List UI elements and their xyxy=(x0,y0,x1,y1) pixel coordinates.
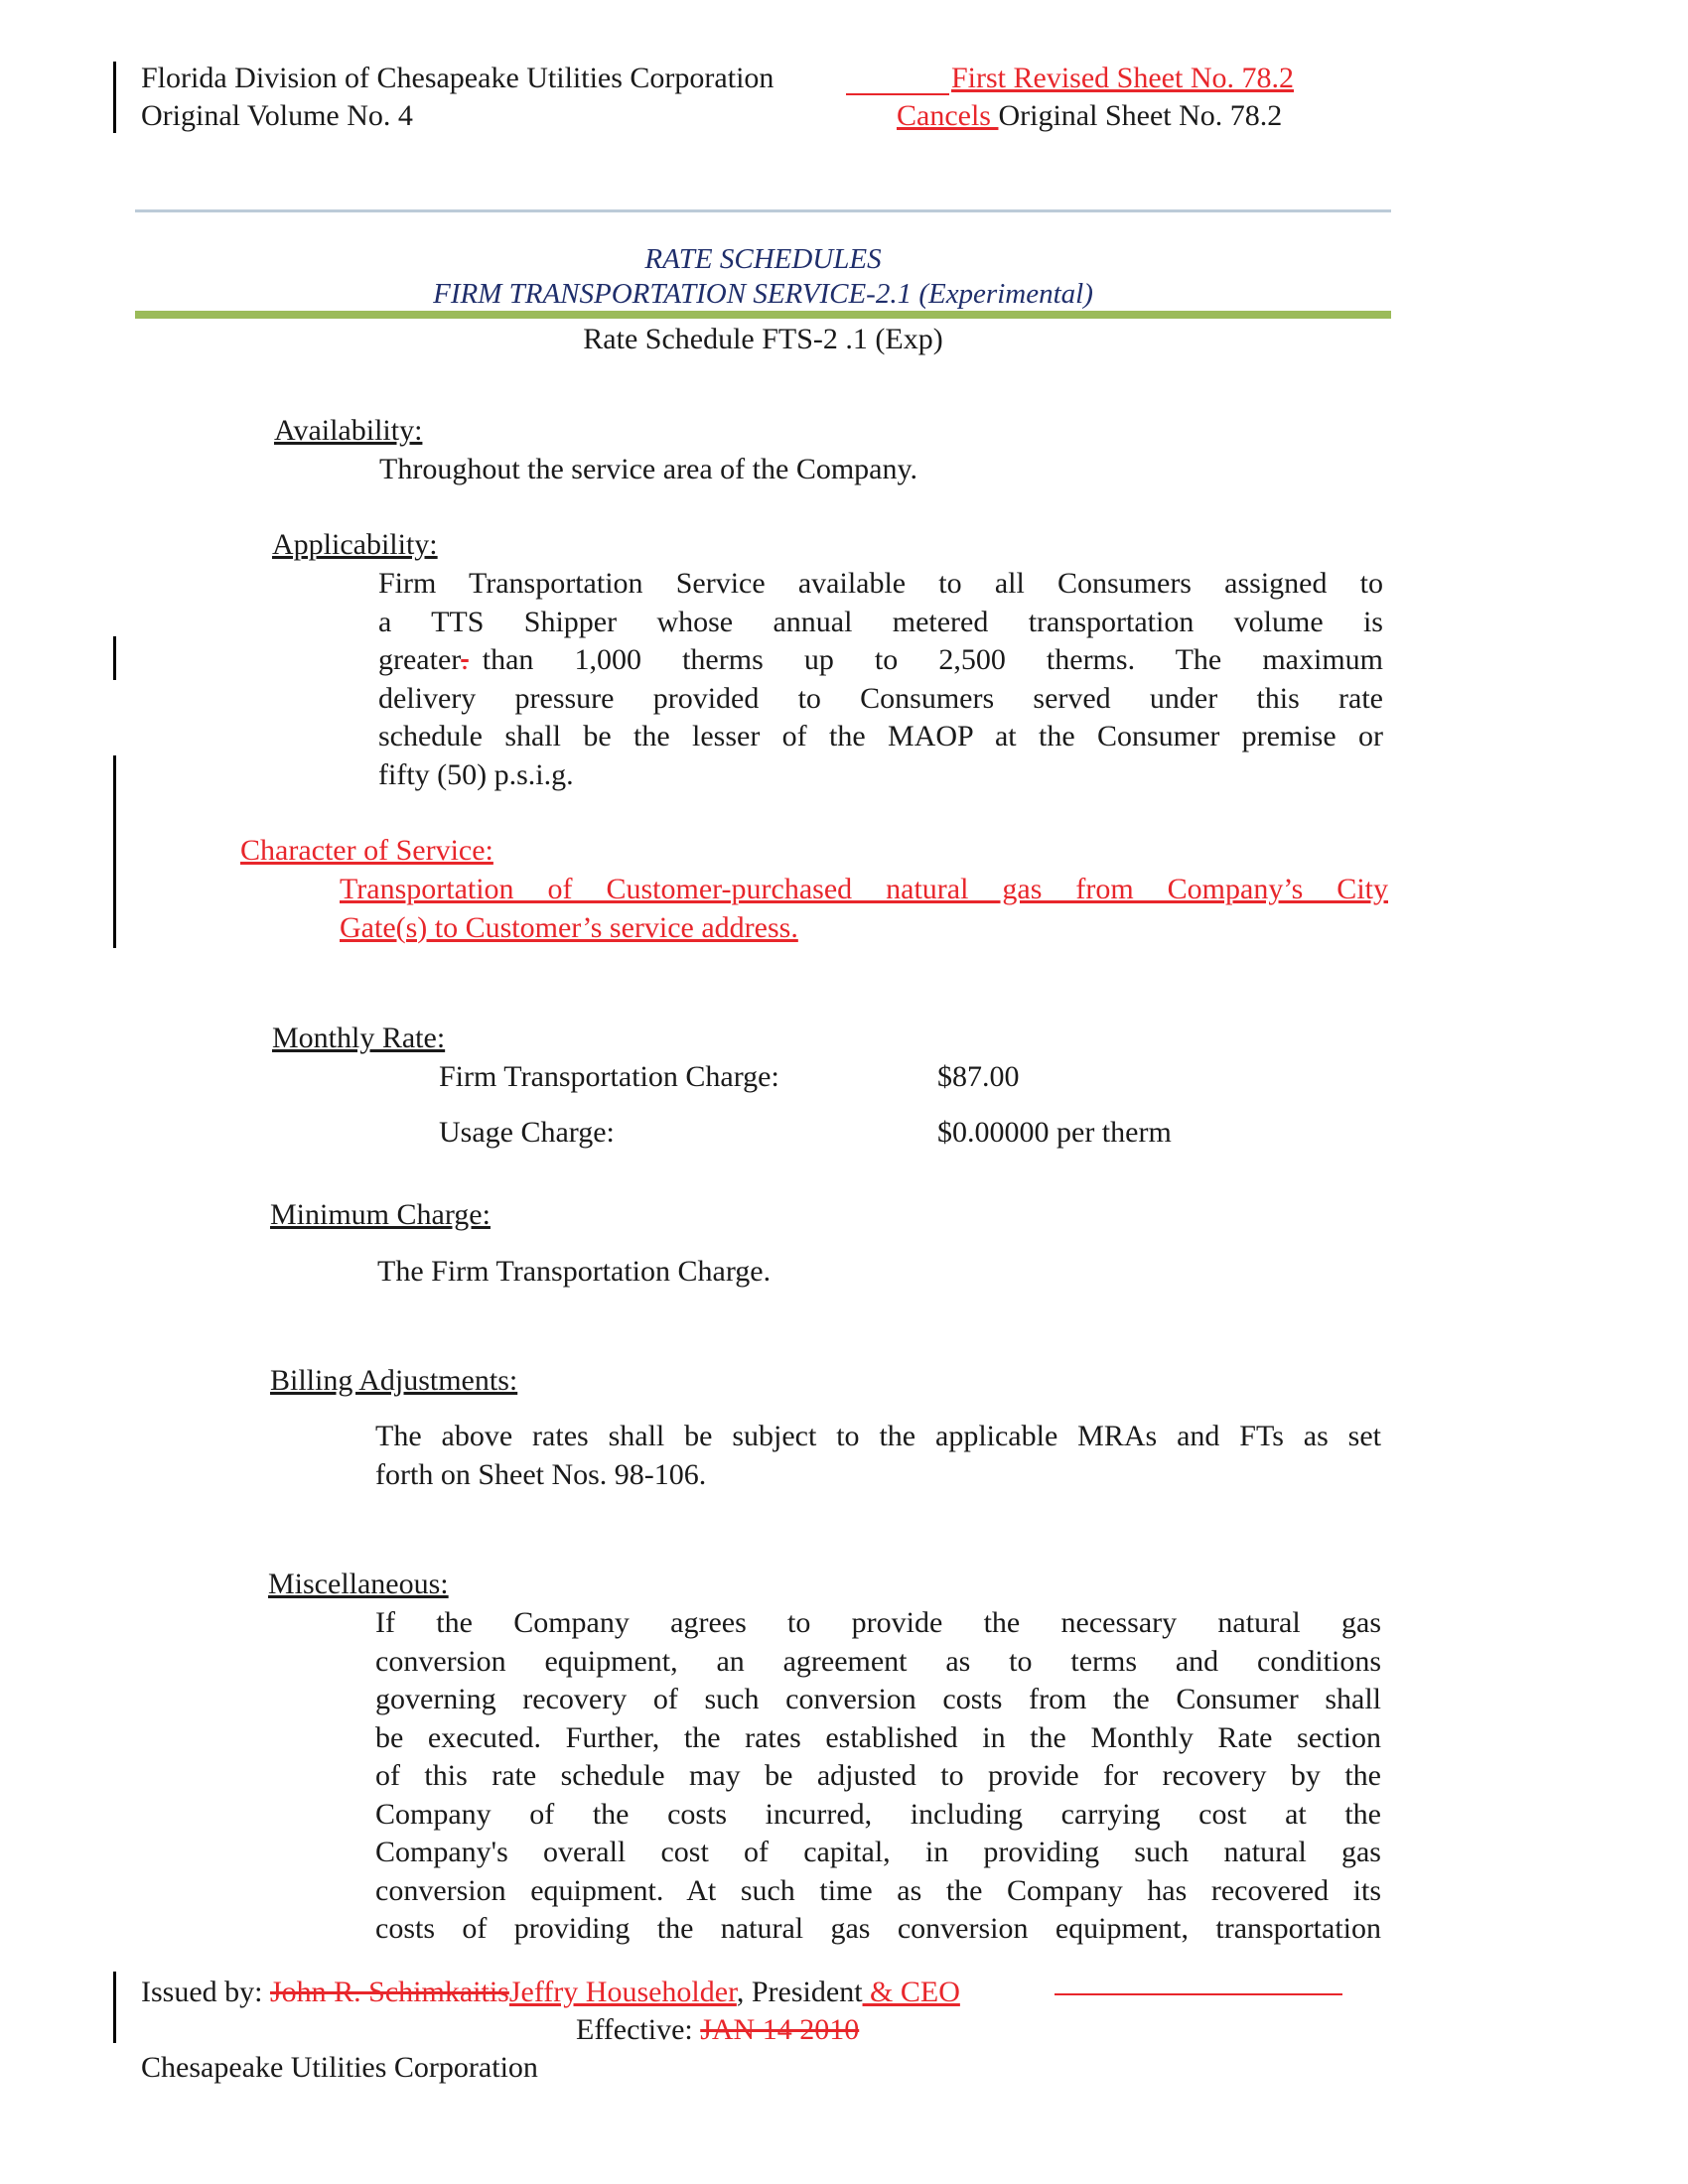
minimum-charge-heading: Minimum Charge: xyxy=(270,1198,491,1231)
character-heading: Character of Service: xyxy=(240,834,493,867)
misc-line: conversion equipment, an agreement as to terms and conditions xyxy=(375,1644,1381,1678)
header-sheet-revised: First Revised Sheet No. 78.2 xyxy=(951,62,1294,94)
misc-line: be executed. Further, the rates established in the Monthly Rate section xyxy=(375,1720,1381,1754)
rate-label-usage: Usage Charge: xyxy=(439,1116,615,1149)
issued-by-label: Issued by: xyxy=(141,1976,270,2008)
applicability-line: fifty (50) p.s.i.g. xyxy=(378,757,574,791)
billing-adjustments-heading: Billing Adjustments: xyxy=(270,1364,518,1397)
character-line: Gate(s) to Customer’s service address. xyxy=(340,910,798,944)
footer-effective xyxy=(576,2011,859,2049)
struck-period: . xyxy=(461,643,469,676)
issued-new-name: Jeffry Householder xyxy=(508,1976,737,2008)
misc-line: Company's overall cost of capital, in providing such natural gas xyxy=(375,1836,1381,1868)
misc-line: conversion equipment. At such time as the Company has recovered its xyxy=(375,1873,1381,1907)
applicability-heading: Applicability: xyxy=(272,528,438,561)
issued-struck-name: John R. Schimkaitis xyxy=(270,1976,509,2008)
title-rule xyxy=(135,311,1391,319)
footer-issued-by xyxy=(141,1974,960,2011)
rate-label-transport: Firm Transportation Charge: xyxy=(439,1060,779,1093)
issued-added-title: & CEO xyxy=(862,1976,960,2008)
effective-label: Effective: xyxy=(576,2013,701,2046)
section-title: RATE SCHEDULES xyxy=(644,243,882,275)
header-company: Florida Division of Chesapeake Utilities Corporation xyxy=(141,62,774,94)
change-bar-header xyxy=(113,62,116,133)
header-revised-underline-lead xyxy=(846,93,949,95)
issued-title: , President xyxy=(736,1976,863,2008)
applicability-line: schedule shall be the lesser of the MAOP at the Consumer premise or xyxy=(378,720,1383,752)
miscellaneous-text xyxy=(375,1604,1381,1949)
applicability-line: a TTS Shipper whose annual metered transportation volume is xyxy=(378,605,1383,638)
billing-line: forth on Sheet Nos. 98-106. xyxy=(375,1457,707,1491)
misc-line: Company of the costs incurred, including carrying cost at the xyxy=(375,1797,1381,1831)
misc-line: governing recovery of such conversion costs from the Consumer shall xyxy=(375,1683,1381,1715)
applicability-line-rest: than 1,000 therms up to 2,500 therms. The maximum xyxy=(482,643,1383,676)
availability-heading: Availability: xyxy=(274,414,423,447)
billing-line: The above rates shall be subject to the applicable MRAs and FTs as set xyxy=(375,1420,1381,1452)
applicability-line: Firm Transportation Service available to all Consumers assigned to xyxy=(378,567,1383,600)
applicability-text xyxy=(378,565,1383,794)
header-volume: Original Volume No. 4 xyxy=(141,99,413,132)
applicability-line: delivery pressure provided to Consumers served under this rate xyxy=(378,681,1383,715)
effective-struck-date: JAN 14 2010 xyxy=(700,2013,860,2046)
character-line: Transportation of Customer-purchased natural gas from Company’s City xyxy=(340,873,1388,905)
greater-word: greater xyxy=(378,643,462,676)
header-cancels xyxy=(897,97,1282,135)
misc-line: If the Company agrees to provide the necessary natural gas xyxy=(375,1606,1381,1639)
change-bar-footer xyxy=(113,1972,116,2043)
header-rule xyxy=(135,209,1391,212)
change-bar-character xyxy=(113,755,116,948)
rate-value-transport: $87.00 xyxy=(937,1060,1020,1093)
monthly-rate-heading: Monthly Rate: xyxy=(272,1022,446,1054)
schedule-subtitle: Rate Schedule FTS-2 .1 (Exp) xyxy=(583,323,943,355)
footer-struck-line xyxy=(1055,1993,1342,1995)
cancels-rest: Original Sheet No. 78.2 xyxy=(998,99,1283,132)
change-bar-applicability xyxy=(113,636,116,680)
character-text xyxy=(340,871,1388,947)
footer-company: Chesapeake Utilities Corporation xyxy=(141,2051,538,2084)
misc-line: costs of providing the natural gas conversion equipment, transportation xyxy=(375,1912,1381,1945)
rate-value-usage: $0.00000 per therm xyxy=(937,1116,1172,1149)
availability-text: Throughout the service area of the Company. xyxy=(379,453,918,485)
minimum-charge-text: The Firm Transportation Charge. xyxy=(377,1255,772,1288)
misc-line: of this rate schedule may be adjusted to provide for recovery by the xyxy=(375,1759,1381,1792)
service-title: FIRM TRANSPORTATION SERVICE-2.1 (Experimental) xyxy=(433,278,1093,310)
billing-adjustments-text xyxy=(375,1418,1381,1494)
cancels-word: Cancels xyxy=(897,99,999,132)
miscellaneous-heading: Miscellaneous: xyxy=(268,1568,449,1600)
applicability-line xyxy=(378,641,1383,680)
